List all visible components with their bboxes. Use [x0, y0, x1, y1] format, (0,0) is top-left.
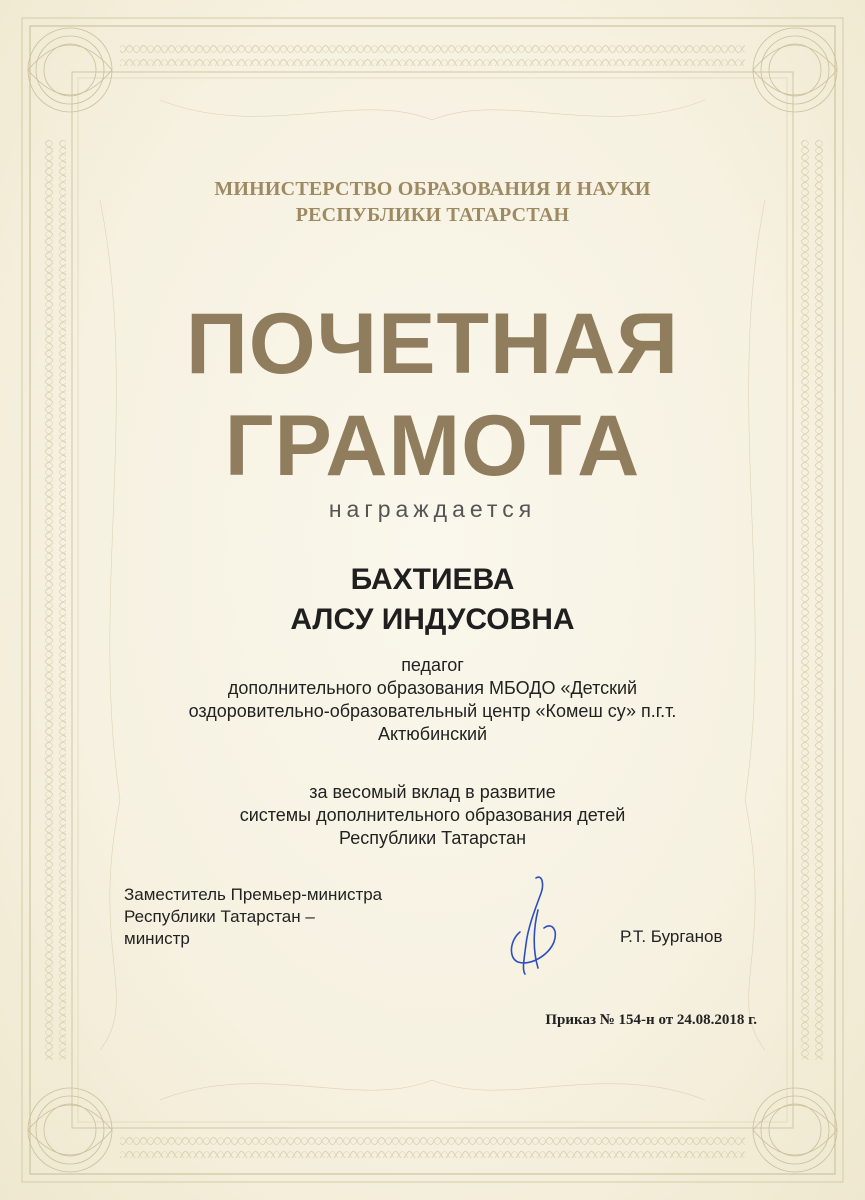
- position-line-4: Актюбинский: [377, 724, 488, 744]
- title-line-1: ПОЧЕТНАЯ: [185, 296, 680, 392]
- reason-line-1: за весомый вклад в развитие: [309, 782, 556, 802]
- awarded-text: награждается: [328, 496, 537, 522]
- position-line-2: дополнительного образования МБОДО «Детский: [227, 678, 638, 698]
- ministry-line-1: МИНИСТЕРСТВО ОБРАЗОВАНИЯ И НАУКИ: [214, 178, 651, 200]
- recipient-given-names: АЛСУ ИНДУСОВНА: [290, 603, 575, 636]
- signer-line-2: Республики Татарстан –: [124, 907, 315, 926]
- signer-line-3: министр: [124, 929, 190, 948]
- title-line-2: ГРАМОТА: [224, 398, 641, 494]
- handwritten-signature: [498, 870, 568, 980]
- signer-line-1: Заместитель Премьер-министра: [124, 885, 383, 904]
- reason-line-2: системы дополнительного образования детей: [239, 805, 626, 825]
- position-line-3: оздоровительно-образовательный центр «Комеш су» п.г.т.: [188, 701, 677, 721]
- ministry-heading: [0, 176, 865, 228]
- recipient-surname: БАХТИЕВА: [350, 563, 515, 596]
- certificate-title: [0, 296, 865, 494]
- recipient-name: [0, 560, 865, 640]
- position-line-1: педагог: [401, 655, 464, 675]
- signer-name: Р.Т. Бурганов: [620, 927, 723, 946]
- order-reference: Приказ № 154-н от 24.08.2018 г.: [545, 1012, 757, 1028]
- reason-line-3: Республики Татарстан: [338, 828, 527, 848]
- ministry-line-2: РЕСПУБЛИКИ ТАТАРСТАН: [295, 204, 570, 226]
- recipient-position: [0, 654, 865, 746]
- award-reason: [0, 781, 865, 850]
- signer-title: [124, 884, 382, 950]
